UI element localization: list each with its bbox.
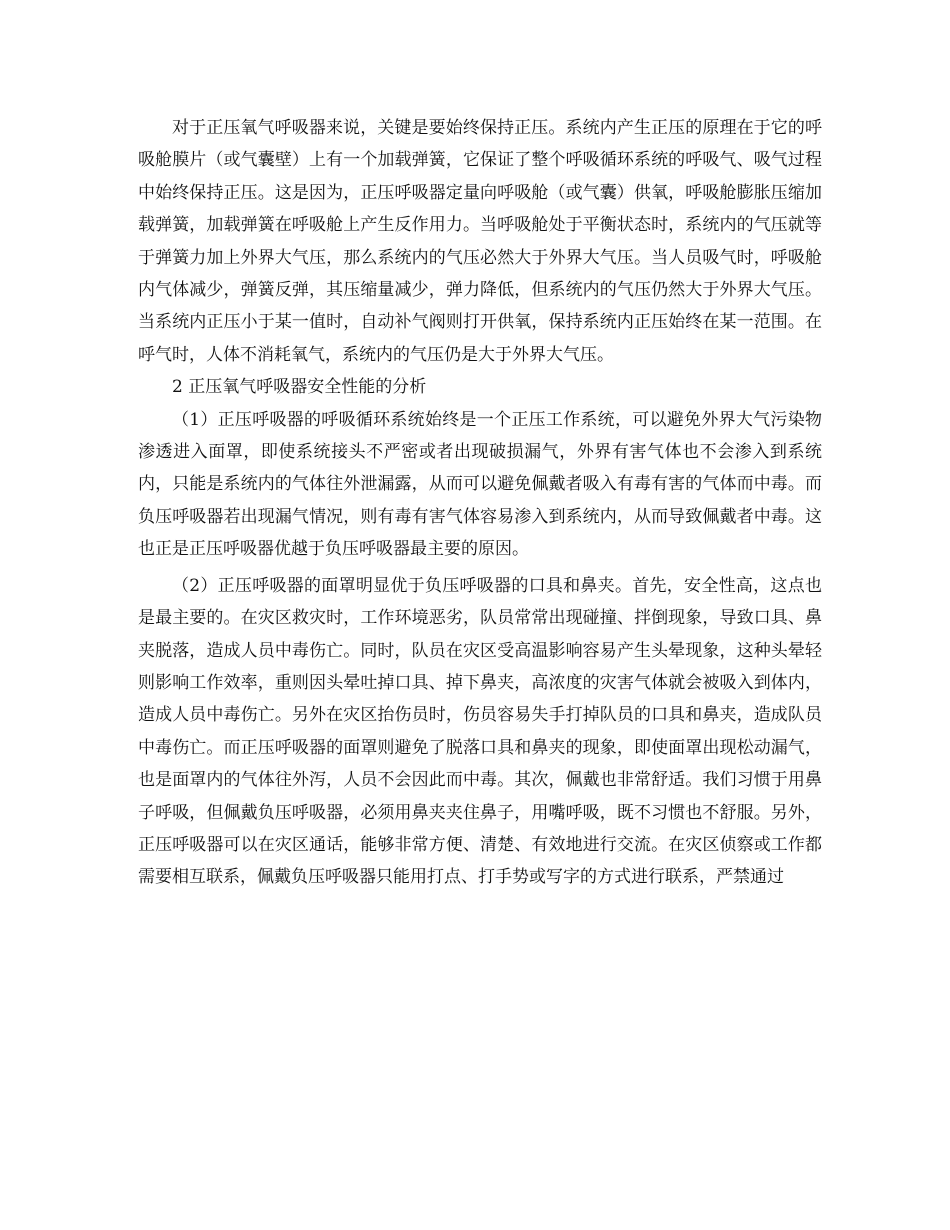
paragraph-item-1: （1）正压呼吸器的呼吸循环系统始终是一个正压工作系统，可以避免外界大气污染物渗透进入面罩，即使系统接头不严密或者出现破损漏气，外界有害气体也不会渗入到系统内，只能是系统内的气体往外泄漏露，从而可以避免佩戴者吸入有毒有害的气体而中毒。而负压呼吸器若出现漏气情况，则有毒有害气体容易渗入到系统内，从而导致佩戴者中毒。这也正是正压呼吸器优越于负压呼吸器最主要的原因。 bbox=[138, 409, 822, 560]
document-body bbox=[138, 112, 822, 894]
section-heading-safety-analysis: 2 正压氧气呼吸器安全性能的分析 bbox=[172, 377, 427, 398]
paragraph-item-2: （2）正压呼吸器的面罩明显优于负压呼吸器的口具和鼻夹。首先，安全性高，这点也是最主要的。在灾区救灾时，工作环境恶劣，队员常常出现碰撞、拌倒现象，导致口具、鼻夹脱落，造成人员中毒伤亡。同时，队员在灾区受高温影响容易产生头晕现象，这种头晕轻则影响工作效率，重则因头晕吐掉口具、掉下鼻夹，高浓度的灾害气体就会被吸入到体内，造成人员中毒伤亡。另外在灾区抬伤员时，伤员容易失手打掉队员的口具和鼻夹，造成队员中毒伤亡。而正压呼吸器的面罩则避免了脱落口具和鼻夹的现象，即使面罩出现松动漏气，也是面罩内的气体往外泻，人员不会因此而中毒。其次，佩戴也非常舒适。我们习惯于用鼻子呼吸，但佩戴负压呼吸器，必须用鼻夹夹住鼻子，用嘴呼吸，既不习惯也不舒服。另外，正压呼吸器可以在灾区通话，能够非常方便、清楚、有效地进行交流。在灾区侦察或工作都需要相互联系，佩戴负压呼吸器只能用打点、打手势或写字的方式进行联系，严禁通过 bbox=[138, 575, 822, 888]
paragraph-positive-pressure-principle: 对于正压氧气呼吸器来说，关键是要始终保持正压。系统内产生正压的原理在于它的呼吸舱膜片（或气囊壁）上有一个加载弹簧，它保证了整个呼吸循环系统的呼吸气、吸气过程中始终保持正压。这是因为，正压呼吸器定量向呼吸舱（或气囊）供氧，呼吸舱膨胀压缩加载弹簧，加载弹簧在呼吸舱上产生反作用力。当呼吸舱处于平衡状态时，系统内的气压就等于弹簧力加上外界大气压，那么系统内的气压必然大于外界大气压。当人员吸气时，呼吸舱内气体减少，弹簧反弹，其压缩量减少，弹力降低，但系统内的气压仍然大于外界大气压。当系统内正压小于某一值时，自动补气阀则打开供氧，保持系统内正压始终在某一范围。在呼气时，人体不消耗氧气，系统内的气压仍是大于外界大气压。 bbox=[138, 118, 822, 365]
